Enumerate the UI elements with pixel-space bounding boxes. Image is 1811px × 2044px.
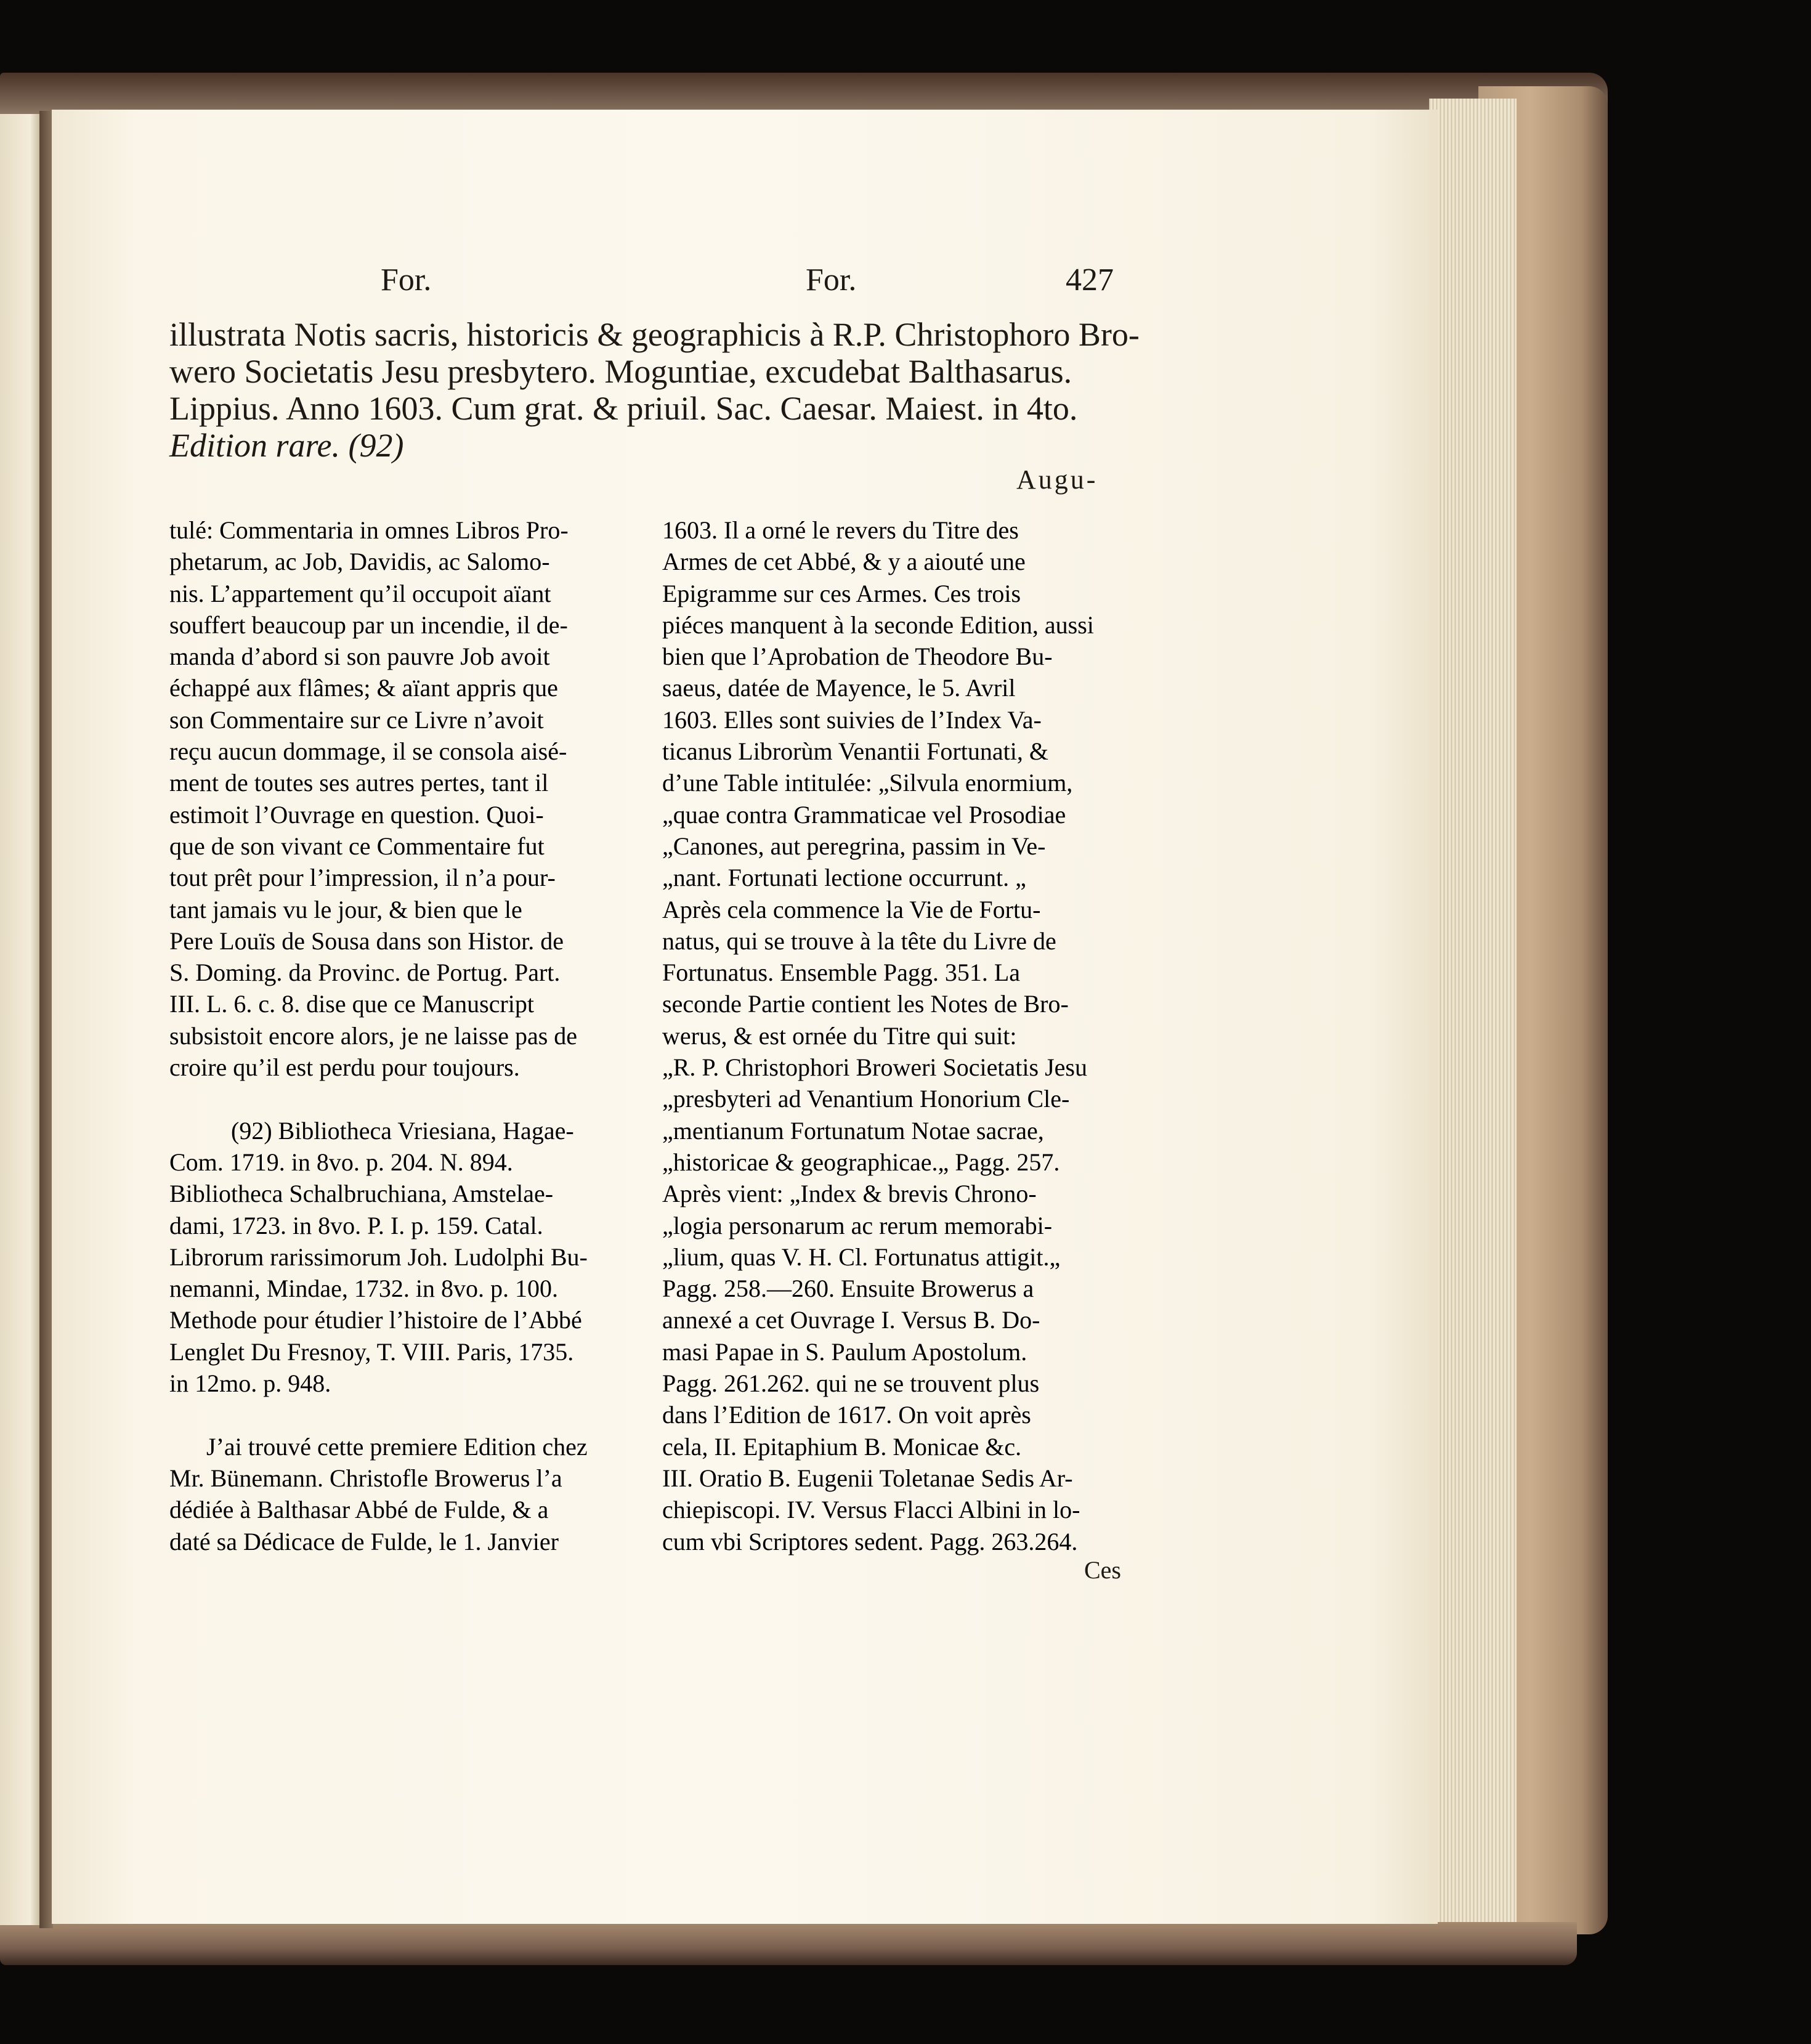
text-line: 1603. Il a orné le revers du Titre des [662, 516, 1019, 544]
footnote-line: dami, 1723. in 8vo. P. I. p. 159. Catal. [169, 1211, 543, 1239]
text-line: „logia personarum ac rerum memorabi- [662, 1211, 1053, 1239]
running-head-center: For. [806, 262, 857, 298]
text-line: reçu aucun dommage, il se consola aisé- [169, 737, 567, 766]
text-line: cum vbi Scriptores sedent. Pagg. 263.264. [662, 1527, 1078, 1555]
text-line: annexé a cet Ouvrage I. Versus B. Do- [662, 1306, 1040, 1334]
right-column [662, 514, 1130, 1557]
text-line: Mr. Bünemann. Christofle Browerus l’a [169, 1464, 562, 1492]
text-line: Après cela commence la Vie de Fortu- [662, 895, 1041, 923]
text-line: „mentianum Fortunatum Notae sacrae, [662, 1116, 1044, 1145]
book-gutter [39, 111, 53, 1928]
text-line: Armes de cet Abbé, & y a aiouté une [662, 548, 1026, 576]
text-line: „quae contra Grammaticae vel Prosodiae [662, 800, 1066, 829]
footnote-line: Lenglet Du Fresnoy, T. VIII. Paris, 1735. [169, 1337, 574, 1366]
text-line: saeus, datée de Mayence, le 5. Avril [662, 674, 1016, 702]
text-line: 1603. Elles sont suivies de l’Index Va- [662, 705, 1042, 734]
text-line: „R. P. Christophori Broweri Societatis Jesu [662, 1053, 1087, 1082]
text-line: „historicae & geographicae.„ Pagg. 257. [662, 1148, 1060, 1176]
top-line: illustrata Notis sacris, historicis & geographicis à R.P. Christophoro Bro- [169, 316, 1140, 353]
text-line: „lium, quas V. H. Cl. Fortunatus attigit.„ [662, 1243, 1061, 1271]
text-line: S. Doming. da Provinc. de Portug. Part. [169, 959, 561, 987]
footnote-line: in 12mo. p. 948. [169, 1369, 331, 1398]
text-line: subsistoit encore alors, je ne laisse pas de [169, 1021, 578, 1050]
text-line: dans l’Edition de 1617. On voit après [662, 1401, 1031, 1429]
top-line: Lippius. Anno 1603. Cum grat. & priuil. Sac. Caesar. Maiest. in 4to. [169, 390, 1078, 427]
text-line: III. L. 6. c. 8. dise que ce Manuscript [169, 990, 535, 1018]
left-column [169, 514, 638, 1557]
text-line: natus, qui se trouve à la tête du Livre de [662, 927, 1056, 955]
catchword-top: Augu- [1016, 464, 1098, 495]
text-line: Pagg. 261.262. qui ne se trouvent plus [662, 1369, 1040, 1398]
text-line: estimoit l’Ouvrage en question. Quoi- [169, 800, 544, 829]
text-line: chiepiscopi. IV. Versus Flacci Albini in lo- [662, 1496, 1080, 1524]
text-line: Après vient: „Index & brevis Chrono- [662, 1180, 1037, 1208]
text-line: tulé: Commentaria in omnes Libros Pro- [169, 516, 569, 544]
text-line: III. Oratio B. Eugenii Toletanae Sedis Ar- [662, 1464, 1073, 1492]
footnote-line: Librorum rarissimorum Joh. Ludolphi Bu- [169, 1243, 588, 1271]
text-line: „Canones, aut peregrina, passim in Ve- [662, 832, 1046, 860]
text-line: croire qu’il est perdu pour toujours. [169, 1053, 520, 1082]
footnote-line: Com. 1719. in 8vo. p. 204. N. 894. [169, 1148, 513, 1176]
footnote-line: (92) Bibliotheca Vriesiana, Hagae- [231, 1116, 574, 1145]
left-page-edge [0, 114, 43, 1925]
text-line: bien que l’Aprobation de Theodore Bu- [662, 643, 1053, 671]
blank-line [169, 1399, 638, 1430]
running-head-left: For. [381, 262, 432, 298]
catchword-bottom: Ces [1084, 1556, 1121, 1584]
footnote-line: Methode pour étudier l’histoire de l’Abbé [169, 1306, 582, 1334]
text-line: Pagg. 258.—260. Ensuite Browerus a [662, 1275, 1034, 1303]
text-line: „nant. Fortunati lectione occurrunt. „ [662, 864, 1026, 892]
text-line: tout prêt pour l’impression, il n’a pour- [169, 864, 556, 892]
book-cover-bottom [0, 1922, 1577, 1965]
text-line: échappé aux flâmes; & aïant appris que [169, 674, 558, 702]
text-line: Fortunatus. Ensemble Pagg. 351. La [662, 959, 1021, 987]
top-line: Edition rare. (92) [169, 427, 404, 464]
footnote-line: nemanni, Mindae, 1732. in 8vo. p. 100. [169, 1275, 559, 1303]
text-line: „presbyteri ad Venantium Honorium Cle- [662, 1085, 1070, 1113]
text-line: dédiée à Balthasar Abbé de Fulde, & a [169, 1496, 549, 1524]
text-line: d’une Table intitulée: „Silvula enormium, [662, 769, 1073, 797]
text-line: Pere Louïs de Sousa dans son Histor. de [169, 927, 564, 955]
text-line: Epigramme sur ces Armes. Ces trois [662, 579, 1021, 607]
footnote-line: Bibliotheca Schalbruchiana, Amstelae- [169, 1180, 554, 1208]
text-line: cela, II. Epitaphium B. Monicae &c. [662, 1432, 1022, 1461]
text-line: ticanus Librorùm Venantii Fortunati, & [662, 737, 1048, 766]
text-line: seconde Partie contient les Notes de Bro- [662, 990, 1069, 1018]
text-line: werus, & est ornée du Titre qui suit: [662, 1021, 1017, 1050]
text-line: que de son vivant ce Commentaire fut [169, 832, 545, 860]
text-line: masi Papae in S. Paulum Apostolum. [662, 1337, 1027, 1366]
top-line: wero Societatis Jesu presbytero. Moguntiae, excudebat Balthasarus. [169, 353, 1072, 390]
text-line: son Commentaire sur ce Livre n’avoit [169, 705, 544, 734]
text-line: phetarum, ac Job, Davidis, ac Salomo- [169, 548, 550, 576]
text-line: souffert beaucoup par un incendie, il de- [169, 610, 568, 639]
text-line: nis. L’appartement qu’il occupoit aïant [169, 579, 551, 607]
page-number: 427 [1066, 262, 1114, 298]
text-line: tant jamais vu le jour, & bien que le [169, 895, 522, 923]
blank-line [169, 1083, 638, 1114]
text-line: ment de toutes ses autres pertes, tant il [169, 769, 549, 797]
text-line: J’ai trouvé cette premiere Edition chez [206, 1432, 588, 1461]
text-line: piéces manquent à la seconde Edition, aussi [662, 610, 1094, 639]
text-line: daté sa Dédicace de Fulde, le 1. Janvier [169, 1527, 559, 1555]
text-line: manda d’abord si son pauvre Job avoit [169, 643, 550, 671]
page-edges [1429, 99, 1517, 1922]
